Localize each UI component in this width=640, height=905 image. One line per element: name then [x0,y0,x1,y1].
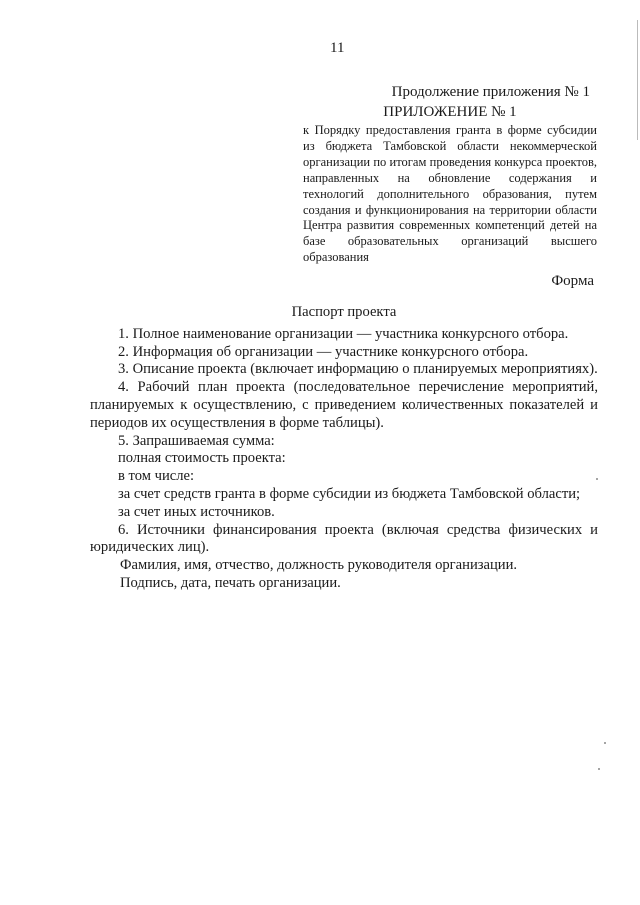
passport-item: 1. Полное наименование организации — участника конкурсного отбора. [118,325,569,342]
passport-item: в том числе: [118,468,195,485]
passport-item: 6. Источники финансирования проекта (включая средства физических и юридических лиц). [90,521,598,556]
passport-item: 5. Запрашиваемая сумма: [118,432,275,449]
passport-item: 4. Рабочий план проекта (последовательное перечисление мероприятий, планируемых к осуществлению, с приведением количественных показателей и периодов их осуществления в форме таблицы). [90,379,598,431]
scan-speck [598,768,600,770]
page-number: 11 [330,40,345,56]
passport-item: Фамилия, имя, отчество, должность руководителя организации. [120,557,518,574]
passport-item: Подпись, дата, печать организации. [120,574,341,591]
passport-item: полная стоимость проекта: [118,450,286,467]
passport-item: 3. Описание проекта (включает информацию о планируемых мероприятиях). [118,361,598,378]
form-label: Форма [551,273,594,289]
scan-edge-mark [637,20,638,140]
scan-speck [604,742,606,744]
scan-speck [596,478,598,480]
passport-title: Паспорт проекта [291,304,397,320]
passport-item: 2. Информация об организации — участнике конкурсного отбора. [118,343,529,360]
passport-item: за счет иных источников. [118,503,275,520]
passport-item: за счет средств гранта в форме субсидии из бюджета Тамбовской области; [118,485,581,502]
appendix-title: ПРИЛОЖЕНИЕ № 1 [383,104,517,120]
passport-section [90,304,598,593]
appendix-text: к Порядку предоставления гранта в форме субсидии из бюджета Тамбовской области некоммерческой организации по итогам проведения конкурса проектов, направленных на обновление содержания и технологий дополнительного образования, путем создания и функционирования на территории области Центра развития современных компетенций детей на базе образовательных организаций высшего образования [303,123,597,265]
continuation-heading: Продолжение приложения № 1 [391,84,590,100]
appendix-block [303,104,597,266]
